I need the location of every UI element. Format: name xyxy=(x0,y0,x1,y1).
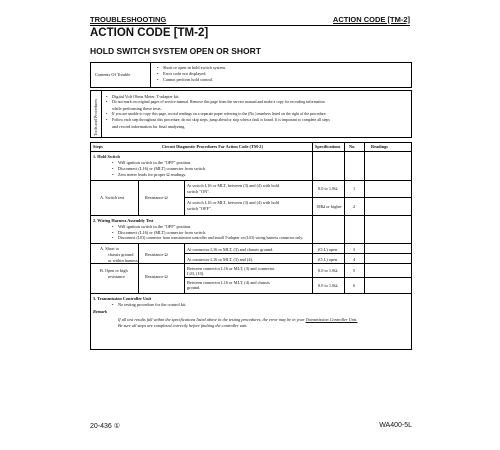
tools-label: Tools and Procedures xyxy=(93,99,98,136)
col-spec-line xyxy=(312,142,313,277)
s2b-row1-no: 5 xyxy=(353,268,356,273)
s2a-row2-text: At connector L16 or MLT, (3) and (4). xyxy=(187,257,253,262)
col-header-procedure: Circuit Diagnostic Procedures For Action Code (TM-2) xyxy=(162,144,263,149)
col-spec-line-ext xyxy=(312,277,313,293)
tools-item: • Digital Volt Ohms Meter. T-adapter kit. xyxy=(112,94,180,99)
s2b-row1-spec: 0.0 to 1.0Ω xyxy=(318,268,338,273)
contents-box xyxy=(90,62,412,88)
s2a-row1-text: At connector L16 or MLT, (3) and chassis ground. xyxy=(187,247,274,252)
col-read-line-ext xyxy=(364,277,365,293)
s2b-row2-no: 6 xyxy=(353,283,356,288)
remark-label: Remark xyxy=(93,309,108,314)
col-header-steps: Steps xyxy=(93,144,103,149)
section-2-bullet: • Will ignition switch in the "OFF" position. xyxy=(118,224,191,229)
col-header-readings: Readings xyxy=(371,144,388,149)
s2b-sub-col-ext xyxy=(138,277,139,293)
page-subtitle: HOLD SWITCH SYSTEM OPEN OR SHORT xyxy=(90,46,261,56)
s2-sub-col xyxy=(138,243,139,277)
s1-row2-text: At switch L16 or MLT, between (3) and (4) with hold xyxy=(187,200,280,205)
s2a-row2-spec: (O.L) open xyxy=(318,257,338,262)
s1-row1-text: At switch L16 or MLT, between (3) and (4) with hold xyxy=(187,183,280,188)
page-number xyxy=(90,422,120,430)
section-3-bullet: • No testing procedure for the control kit. xyxy=(118,302,186,307)
remark-text-part: If all test results fall within the specifications listed above in the testing procedures, the error may be in your xyxy=(118,317,306,322)
page-number-text: 20-436 xyxy=(90,423,112,430)
section-1-bullet: • Zero meter leads for proper Ω readings. xyxy=(118,172,186,177)
s2a-label: chassis ground xyxy=(108,252,134,257)
remark-link: Transmission Controller Unit. xyxy=(305,317,358,322)
contents-item: • Short or open in hold switch system. xyxy=(163,65,226,70)
section-1-title: 1. Hold Switch xyxy=(93,154,120,159)
s1-row2-no: 2 xyxy=(353,204,356,209)
contents-item: • Error code not displayed. xyxy=(163,71,206,76)
col-read-line xyxy=(364,142,365,277)
page-title: ACTION CODE [TM-2] xyxy=(90,27,209,39)
s2a-row-sep xyxy=(184,253,412,254)
section-3-title: 3. Transmission Controller Unit xyxy=(93,296,152,301)
contents-item: • Cannot perform hold control. xyxy=(163,77,213,82)
remark-text xyxy=(118,317,357,322)
s1-row2-spec: 1MΩ or higher xyxy=(316,204,342,209)
s1-measure: Resistance Ω xyxy=(145,195,168,200)
revision-symbol: ① xyxy=(113,423,121,430)
switch-test-label: A. Switch test xyxy=(100,195,125,200)
s2b-row2-text: Between connector L16 or MLT, (4) and chassis xyxy=(187,280,270,285)
s2b-row1-text: L03, (10). xyxy=(187,271,205,276)
s2b-row1-text: Between connector L16 or MLT, (3) and connector xyxy=(187,266,275,271)
s2b-row2-spec: 0.0 to 1.0Ω xyxy=(318,283,338,288)
section-2-sep xyxy=(90,215,412,216)
model-code: WA400-5L xyxy=(379,422,412,429)
tools-item-cont: and record information for final analyzing. xyxy=(112,124,186,129)
s2a-row1-no: 3 xyxy=(353,247,356,252)
remark-text-2: Be sure all steps are completed correctly before faulting the controller unit. xyxy=(118,323,248,328)
s1-row1-text: switch "ON". xyxy=(187,189,211,194)
contents-label: Contents Of Trouble xyxy=(95,72,131,77)
s2b-sep xyxy=(90,263,412,264)
section-2-bullet: • Disconnect (L16) or (MLT) connector from switch. xyxy=(118,230,206,235)
section-2-bullet: • Disconnect (L03) connector from transmission controller and install T-adapter on (L03) wiring harness connector only. xyxy=(118,236,303,241)
s2b-label: B. Open or high xyxy=(100,268,128,273)
s2b-label: resistance xyxy=(108,274,125,279)
header-code: ACTION CODE [TM-2] xyxy=(332,15,410,24)
section-3-sep xyxy=(90,293,412,294)
s1-row-sep xyxy=(184,197,412,198)
s2a-label: A. Short to xyxy=(100,246,119,251)
tools-item: • If you are unable to copy this page, record readings on a separate paper referring to the (No.) numbers listed on the right of the procedure. xyxy=(112,112,327,117)
s2a-row2-no: 4 xyxy=(353,257,356,262)
s2b-meas-col-ext xyxy=(184,277,185,293)
s2-meas-col xyxy=(184,243,185,277)
col-header-spec: Specifications xyxy=(315,144,341,149)
tools-item-cont: while performing these tests. xyxy=(112,106,162,111)
page-header xyxy=(90,15,410,26)
section-1-bullet: • Disconnect (L16) or (MLT) connector from switch. xyxy=(118,166,206,171)
s1-row1-no: 1 xyxy=(353,186,356,191)
section-1-bullet: • Will ignition switch in the "OFF" position. xyxy=(118,160,191,165)
s1-row1-spec: 0.0 to 1.0Ω xyxy=(318,186,338,191)
s2b-row-sep xyxy=(184,277,412,278)
s1-row2-text: switch "OFF". xyxy=(187,206,212,211)
tools-item: • Follow each step throughout this procedure, do not skip steps, jump ahead or stop when a fault is found. It is important to complete all steps xyxy=(112,118,330,123)
header-section: TROUBLESHOOTING xyxy=(90,15,167,24)
header-row-line xyxy=(90,151,412,152)
tools-item: • Do not mark on original pages of service manual. Remove this page from the service manual and make a copy for recording information xyxy=(112,100,325,105)
col-no-line xyxy=(344,142,345,277)
s2a-measure: Resistance Ω xyxy=(145,252,168,257)
col-no-line-ext xyxy=(344,277,345,293)
contents-divider xyxy=(150,62,151,88)
s2a-row1-spec: (O.L) open xyxy=(318,247,338,252)
s2b-measure: Resistance Ω xyxy=(145,274,168,279)
section-2-title: 2. Wiring Harness Assembly Test xyxy=(93,218,154,223)
s2b-row2-text: ground. xyxy=(187,285,201,290)
tools-divider xyxy=(101,90,102,138)
col-header-no: No. xyxy=(349,144,356,149)
s2a-label: or within harness xyxy=(108,258,138,263)
s1-sub-col xyxy=(138,180,139,215)
